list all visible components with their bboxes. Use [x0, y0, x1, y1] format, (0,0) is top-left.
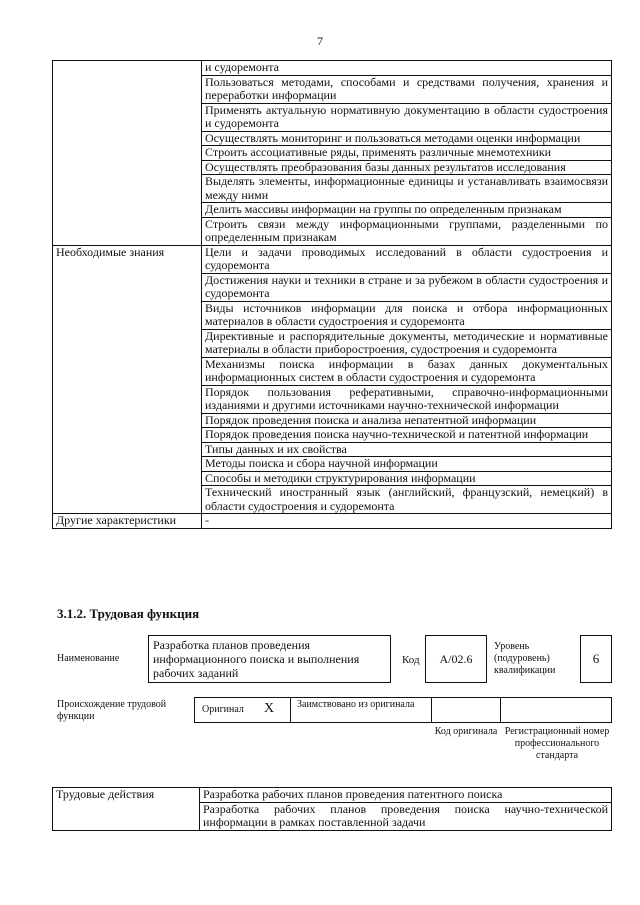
row-label-knowledge: Необходимые знания: [53, 245, 202, 514]
table-cell: Строить ассоциативные ряды, применять различные мнемотехники: [202, 146, 612, 161]
page-number: 7: [317, 34, 323, 48]
table-cell: Механизмы поиска информации в базах данных документальных информационных систем в области судостроения и судоремонта: [202, 357, 612, 385]
table-cell: и судоремонта: [202, 61, 612, 76]
code-original-caption: Код оригинала: [434, 726, 498, 737]
table-cell: Достижения науки и техники в стране и за рубежом в области судостроения и судоремонта: [202, 273, 612, 301]
table-cell: Методы поиска и сбора научной информации: [202, 457, 612, 472]
cell-divider: [431, 698, 432, 722]
table-row: [53, 245, 612, 273]
original-mark: Х: [264, 701, 275, 716]
table-cell: Способы и методики структурирования информации: [202, 471, 612, 486]
table-row: [53, 788, 612, 803]
row-label-other: Другие характеристики: [53, 514, 202, 529]
table-row: [53, 514, 612, 529]
table-cell: -: [202, 514, 612, 529]
cell-divider: [500, 698, 501, 722]
requirements-table: [52, 60, 612, 529]
section-heading: 3.1.2. Трудовая функция: [57, 606, 200, 621]
level-value-box: 6: [580, 635, 612, 683]
table-cell: Выделять элементы, информационные единицы и устанавливать взаимосвязи между ними: [202, 175, 612, 203]
function-name-box: Разработка планов проведения информационного поиска и выполнения рабочих заданий: [148, 635, 391, 683]
table-cell: Применять актуальную нормативную документацию в области судостроения и судоремонта: [202, 103, 612, 131]
labor-actions-table: [52, 787, 612, 831]
table-cell: Порядок проведения поиска научно-технической и патентной информации: [202, 428, 612, 443]
table-cell: Директивные и распорядительные документы, методические и нормативные материалы в области приборостроения, судостроения и судоремонта: [202, 329, 612, 357]
table-cell: Типы данных и их свойства: [202, 442, 612, 457]
level-label: Уровень (подуровень) квалификации: [494, 641, 556, 676]
borrowed-label: Заимствовано из оригинала: [297, 699, 415, 710]
table-cell: Осуществлять преобразования базы данных результатов исследования: [202, 160, 612, 175]
table-cell: Порядок проведения поиска и анализа непатентной информации: [202, 413, 612, 428]
table-cell: Делить массивы информации на группы по определенным признакам: [202, 203, 612, 218]
name-label: Наименование: [57, 653, 120, 664]
table-cell: Разработка рабочих планов проведения патентного поиска: [200, 788, 612, 803]
origin-label: Происхождение трудовой функции: [57, 699, 167, 722]
cell-divider: [290, 698, 291, 722]
table-cell: Осуществлять мониторинг и пользоваться методами оценки информации: [202, 131, 612, 146]
code-value-box: А/02.6: [425, 635, 487, 683]
reg-number-caption: Регистрационный номер профессионального стандарта: [504, 726, 610, 761]
origin-row: [194, 697, 612, 723]
table-cell: Технический иностранный язык (английский, французский, немецкий) в области судостроения и судоремонта: [202, 486, 612, 514]
table-cell: Пользоваться методами, способами и средствами получения, хранения и переработки информации: [202, 75, 612, 103]
table-cell: Виды источников информации для поиска и отбора информационных материалов в области судостроения и судоремонта: [202, 301, 612, 329]
table-cell: Порядок пользования реферативными, справочно-информационными изданиями и другими источниками научно-технической информации: [202, 385, 612, 413]
original-label: Оригинал: [202, 704, 244, 715]
actions-label: Трудовые действия: [53, 788, 200, 831]
table-cell: Строить связи между информационными группами, разделенными по определенным признакам: [202, 217, 612, 245]
table-cell: Цели и задачи проводимых исследований в области судостроения и судоремонта: [202, 245, 612, 273]
table-cell: Разработка рабочих планов проведения поиска научно-технической информации в рамках поставленной задачи: [200, 802, 612, 830]
row-label-skills: [53, 61, 202, 246]
table-row: [53, 61, 612, 76]
code-label: Код: [402, 654, 420, 666]
